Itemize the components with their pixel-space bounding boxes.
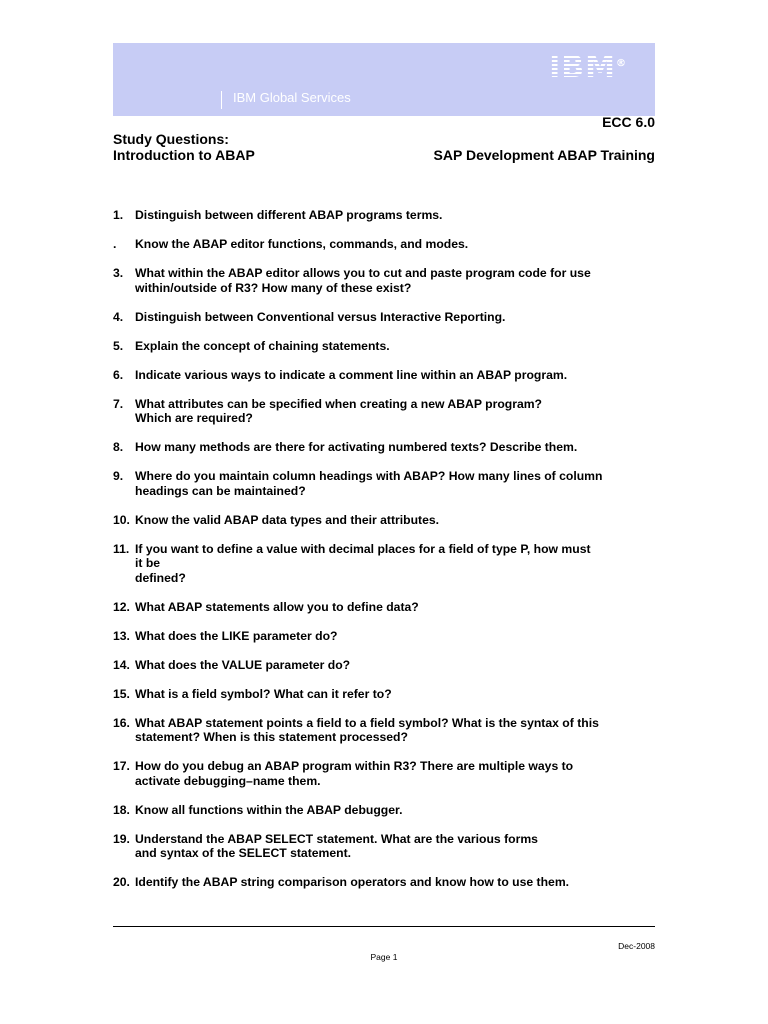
footer-date: Dec-2008 bbox=[618, 941, 655, 951]
question-item bbox=[113, 716, 655, 745]
question-number: 13. bbox=[113, 628, 130, 643]
question-text: Distinguish between different ABAP programs terms. bbox=[135, 208, 443, 222]
question-number: 12. bbox=[113, 599, 130, 614]
question-list bbox=[113, 208, 655, 904]
title-line-1: Study Questions: bbox=[113, 131, 229, 147]
question-text: Understand the ABAP SELECT statement. What are the various forms and syntax of the SELECT statement. bbox=[135, 831, 538, 860]
question-text: What ABAP statement points a field to a field symbol? What is the syntax of this statement? When is this statement processed? bbox=[135, 715, 599, 744]
question-number: 8. bbox=[113, 440, 124, 454]
question-text: Know all functions within the ABAP debugger. bbox=[135, 802, 403, 817]
question-item bbox=[113, 440, 655, 455]
question-item bbox=[113, 832, 655, 861]
question-text: Know the ABAP editor functions, commands, and modes. bbox=[135, 237, 469, 251]
question-number: 15. bbox=[113, 686, 130, 701]
question-text: How many methods are there for activating numbered texts? Describe them. bbox=[135, 440, 578, 454]
question-text: Explain the concept of chaining statements. bbox=[135, 338, 390, 353]
question-item bbox=[113, 513, 655, 528]
question-item bbox=[113, 759, 655, 788]
question-text: What does the VALUE parameter do? bbox=[135, 657, 351, 672]
question-number: . bbox=[113, 237, 117, 251]
banner-divider bbox=[221, 91, 222, 109]
question-item bbox=[113, 266, 655, 295]
question-text: What attributes can be specified when creating a new ABAP program? Which are required? bbox=[135, 396, 543, 425]
question-text: Distinguish between Conventional versus Interactive Reporting. bbox=[135, 309, 506, 324]
question-number: 6. bbox=[113, 367, 124, 382]
question-number: 3. bbox=[113, 266, 124, 280]
question-number: 9. bbox=[113, 469, 124, 483]
question-number: 1. bbox=[113, 208, 124, 222]
question-text: Know the valid ABAP data types and their attributes. bbox=[135, 512, 440, 527]
question-text: How do you debug an ABAP program within R3? There are multiple ways to activate debugging–name them. bbox=[135, 759, 574, 788]
question-number: 20. bbox=[113, 875, 130, 889]
title-line-2: Introduction to ABAP bbox=[113, 147, 255, 163]
question-item bbox=[113, 687, 655, 702]
header-banner bbox=[113, 43, 655, 116]
question-item bbox=[113, 629, 655, 644]
question-item bbox=[113, 397, 655, 426]
course-title: SAP Development ABAP Training bbox=[433, 147, 655, 163]
question-number: 18. bbox=[113, 802, 130, 817]
question-text: If you want to define a value with decimal places for a field of type P, how must it be defined? bbox=[135, 541, 591, 585]
question-text: Where do you maintain column headings with ABAP? How many lines of column headings can be maintained? bbox=[135, 469, 603, 498]
question-number: 17. bbox=[113, 759, 130, 773]
question-text: What ABAP statements allow you to define data? bbox=[135, 599, 419, 614]
question-item bbox=[113, 237, 655, 252]
question-number: 10. bbox=[113, 512, 130, 527]
question-text: What is a field symbol? What can it refer to? bbox=[135, 686, 392, 701]
question-number: 5. bbox=[113, 338, 124, 353]
page-number: Page 1 bbox=[370, 952, 398, 962]
question-item bbox=[113, 600, 655, 615]
question-number: 11. bbox=[113, 541, 130, 556]
question-number: 16. bbox=[113, 715, 130, 730]
question-item bbox=[113, 469, 655, 498]
question-item bbox=[113, 368, 655, 383]
question-item bbox=[113, 208, 655, 223]
question-text: Identify the ABAP string comparison operators and know how to use them. bbox=[135, 875, 570, 889]
question-text: What within the ABAP editor allows you to cut and paste program code for use within/outside of R3? How many of these exist? bbox=[135, 266, 591, 295]
question-item bbox=[113, 658, 655, 673]
question-item bbox=[113, 310, 655, 325]
question-item bbox=[113, 803, 655, 818]
question-item bbox=[113, 875, 655, 890]
question-number: 14. bbox=[113, 657, 130, 672]
footer-divider bbox=[113, 926, 655, 927]
question-number: 19. bbox=[113, 831, 130, 846]
division-label: IBM Global Services bbox=[233, 90, 351, 105]
question-text: What does the LIKE parameter do? bbox=[135, 628, 338, 643]
version-label: ECC 6.0 bbox=[602, 114, 655, 130]
question-item bbox=[113, 542, 655, 586]
question-item bbox=[113, 339, 655, 354]
question-number: 4. bbox=[113, 309, 124, 324]
question-number: 7. bbox=[113, 396, 124, 411]
question-text: Indicate various ways to indicate a comment line within an ABAP program. bbox=[135, 367, 568, 382]
ibm-logo: IBM® bbox=[549, 50, 627, 85]
